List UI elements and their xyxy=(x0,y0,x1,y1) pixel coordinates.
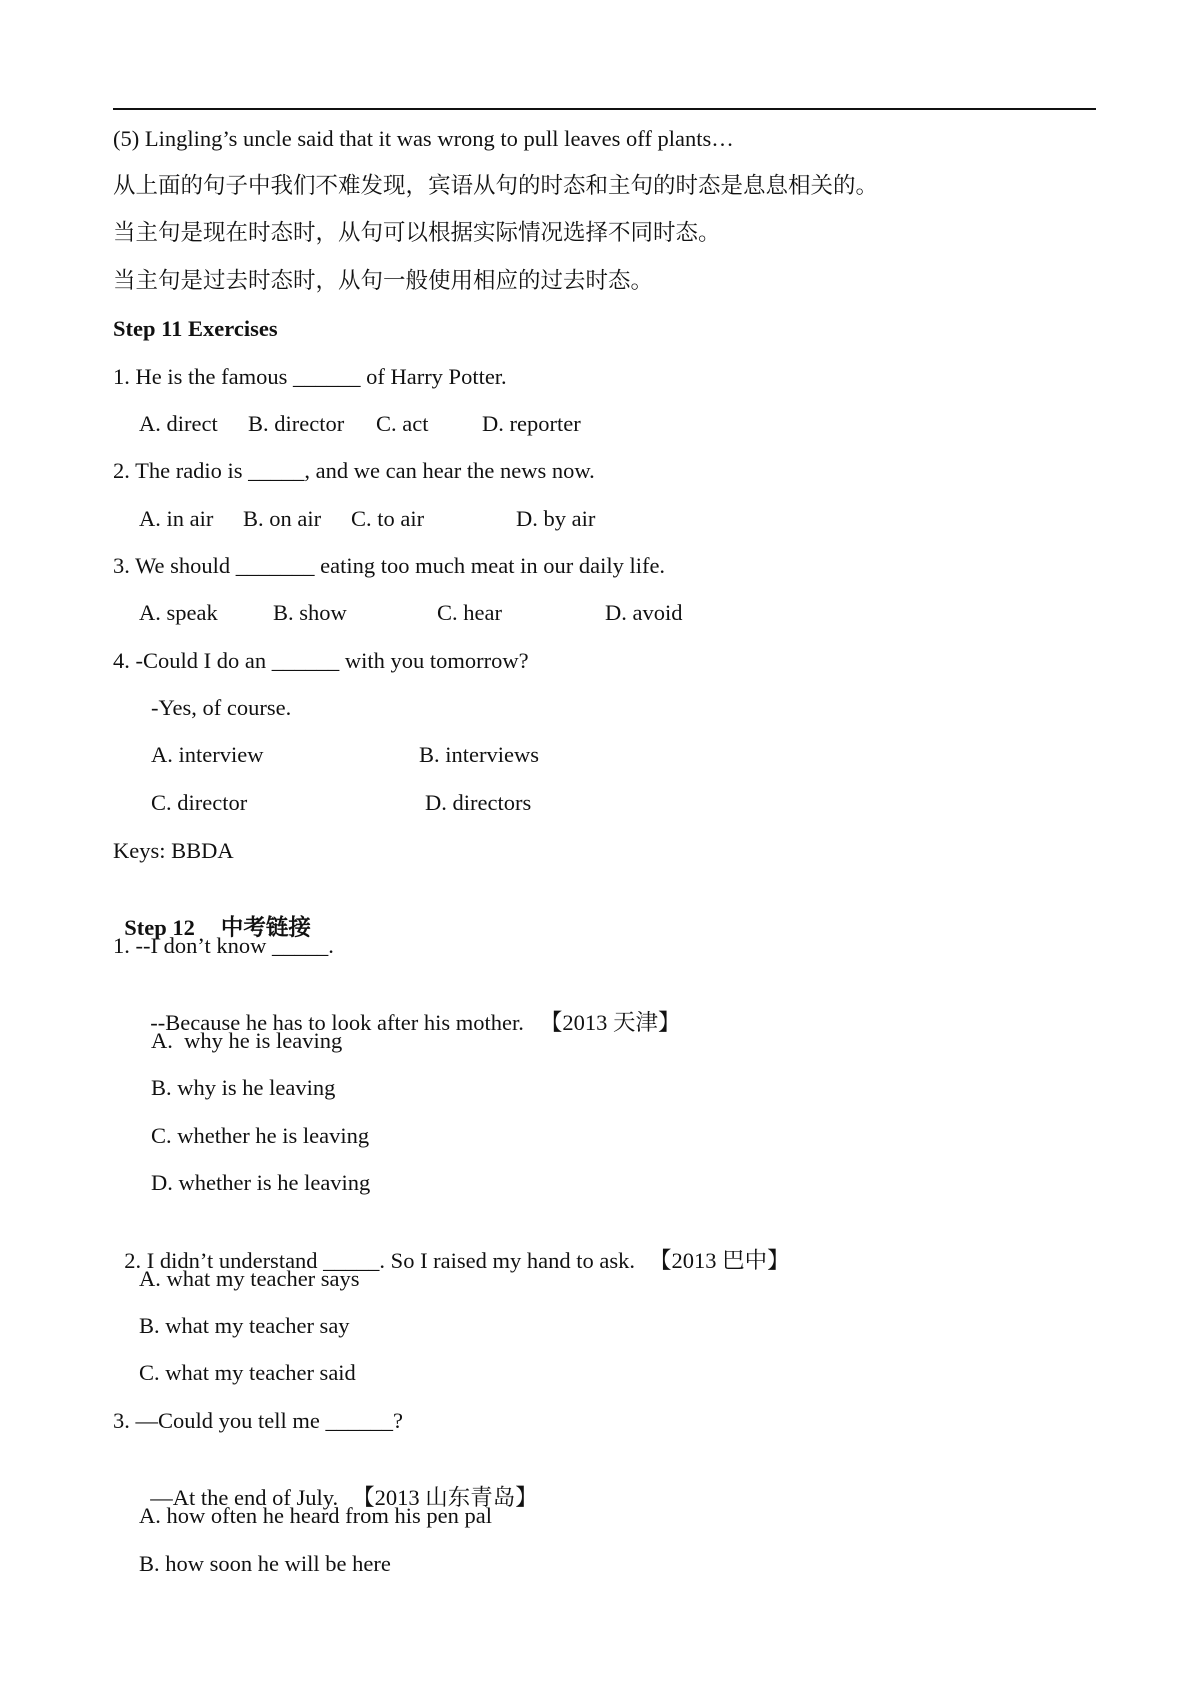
step11-q4-option-c: C. director xyxy=(151,790,248,815)
intro-item-5: (5) Lingling’s uncle said that it was wrong to pull leaves off plants… xyxy=(113,126,734,151)
step12-heading-cn: 中考链接 xyxy=(220,915,311,940)
step12-q3-option-b: B. how soon he will be here xyxy=(139,1551,391,1576)
intro-cn-line-1: 从上面的句子中我们不难发现，宾语从句的时态和主句的时态是息息相关的。 xyxy=(113,173,879,198)
step11-heading: Step 11 Exercises xyxy=(113,316,278,341)
step11-q2-stem: 2. The radio is _____, and we can hear the news now. xyxy=(113,458,595,483)
step12-q1-reply: --Because he has to look after his mother. xyxy=(150,1010,524,1035)
step12-heading-en: Step 12 xyxy=(124,915,195,940)
step11-q2-option-c: C. to air xyxy=(351,506,425,531)
step11-q1-stem: 1. He is the famous ______ of Harry Potter. xyxy=(113,364,507,389)
step11-keys: Keys: BBDA xyxy=(113,838,234,863)
step12-q3-reply: —At the end of July. xyxy=(150,1485,339,1510)
step11-q1-option-a: A. direct xyxy=(139,411,218,436)
step11-q4-stem: 4. -Could I do an ______ with you tomorrow? xyxy=(113,648,529,673)
step12-q1-option-b: B. why is he leaving xyxy=(151,1075,336,1100)
step12-q1-option-a: A. why he is leaving xyxy=(151,1028,343,1053)
step11-q1-option-b: B. director xyxy=(248,411,345,436)
step12-q1-option-c: C. whether he is leaving xyxy=(151,1123,370,1148)
step11-q4-option-b: B. interviews xyxy=(419,742,539,767)
step11-q3-option-b: B. show xyxy=(273,600,347,625)
step12-q1-stem: 1. --I don’t know _____. xyxy=(113,933,334,958)
step11-q2-option-d: D. by air xyxy=(516,506,596,531)
step12-q3-option-a: A. how often he heard from his pen pal xyxy=(139,1503,493,1528)
step11-q3-option-c: C. hear xyxy=(437,600,502,625)
step11-q4-reply: -Yes, of course. xyxy=(151,695,292,720)
step12-q2-source: 【2013 巴中】 xyxy=(649,1248,790,1273)
step11-q3-option-d: D. avoid xyxy=(605,600,683,625)
step11-q4-option-a: A. interview xyxy=(151,742,264,767)
step11-q3-option-a: A. speak xyxy=(139,600,218,625)
step12-q3-stem: 3. —Could you tell me ______? xyxy=(113,1408,403,1433)
header-rule xyxy=(113,108,1096,110)
step11-q1-option-c: C. act xyxy=(376,411,429,436)
step11-q4-option-d: D. directors xyxy=(425,790,532,815)
step12-q1-source: 【2013 天津】 xyxy=(539,1010,681,1035)
step12-q2-stem: 2. I didn’t understand _____. So I raised my hand to ask. xyxy=(124,1248,636,1273)
step11-q2-option-b: B. on air xyxy=(243,506,322,531)
step12-q1-option-d: D. whether is he leaving xyxy=(151,1170,371,1195)
intro-cn-line-2: 当主句是现在时态时，从句可以根据实际情况选择不同时态。 xyxy=(113,220,721,245)
step12-q2-option-b: B. what my teacher say xyxy=(139,1313,350,1338)
step11-q2-option-a: A. in air xyxy=(139,506,214,531)
step11-q1-option-d: D. reporter xyxy=(482,411,581,436)
intro-cn-line-3: 当主句是过去时态时，从句一般使用相应的过去时态。 xyxy=(113,268,654,293)
step12-q2-option-c: C. what my teacher said xyxy=(139,1360,356,1385)
step12-q3-source: 【2013 山东青岛】 xyxy=(352,1485,538,1510)
step12-q2-option-a: A. what my teacher says xyxy=(139,1266,360,1291)
step11-q3-stem: 3. We should _______ eating too much meat in our daily life. xyxy=(113,553,666,578)
